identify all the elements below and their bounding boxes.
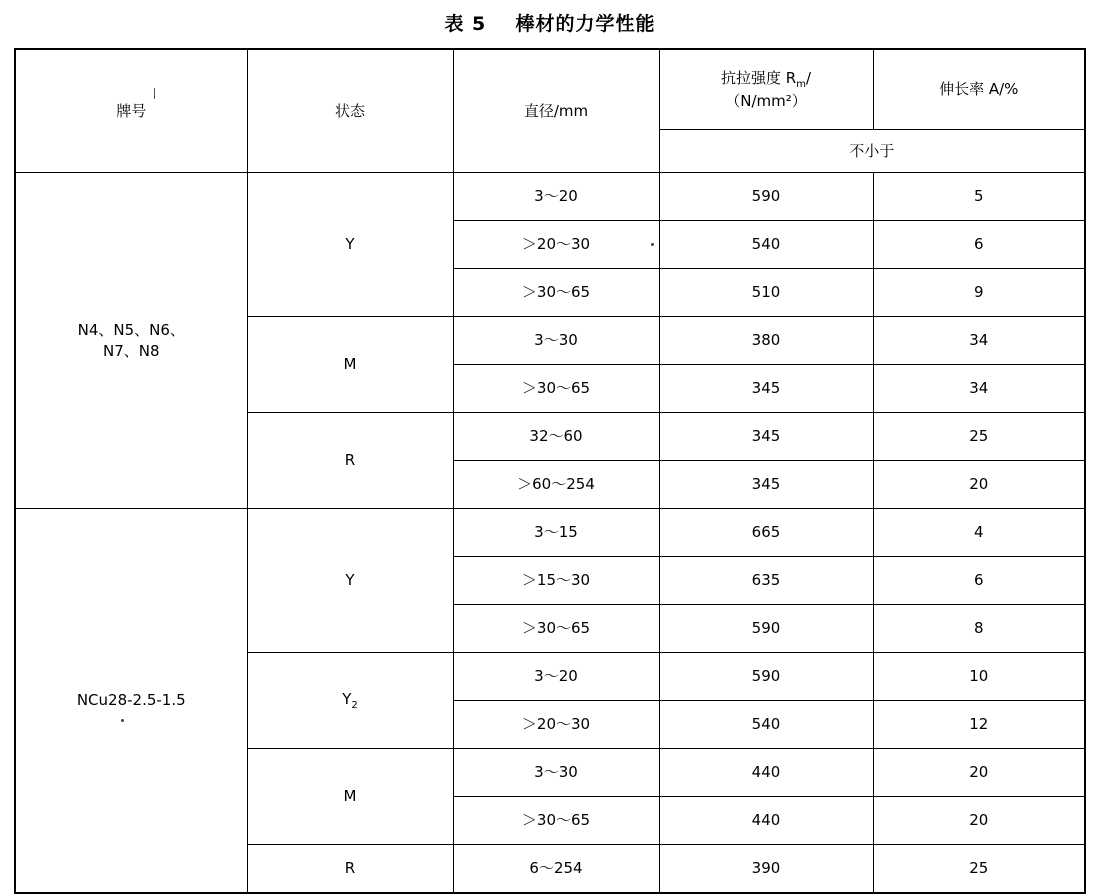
tensile-value: 440	[659, 797, 873, 845]
diameter-value: 32～60	[453, 413, 659, 461]
elongation-value: 25	[873, 845, 1085, 894]
elongation-value: 34	[873, 317, 1085, 365]
diameter-value: ＞60～254	[453, 461, 659, 509]
state-cell-r: R	[247, 413, 453, 509]
diameter-value: ＞30～65	[453, 365, 659, 413]
tensile-value: 345	[659, 365, 873, 413]
elongation-value: 6	[873, 221, 1085, 269]
diameter-value: ＞15～30	[453, 557, 659, 605]
diameter-value: ＞30～65	[453, 797, 659, 845]
diameter-value: 3～30	[453, 317, 659, 365]
elongation-value: 10	[873, 653, 1085, 701]
elongation-value: 20	[873, 461, 1085, 509]
tensile-value: 590	[659, 173, 873, 221]
table-container	[0, 48, 1100, 894]
tensile-value: 590	[659, 653, 873, 701]
grade-line-2: N7、N8	[102, 341, 160, 360]
tensile-value: 510	[659, 269, 873, 317]
diameter-value: 3～30	[453, 749, 659, 797]
grade-cell-group-1	[15, 173, 247, 509]
diameter-value: 6～254	[453, 845, 659, 894]
state-cell-r: R	[247, 845, 453, 894]
elongation-value: 34	[873, 365, 1085, 413]
scan-artifact-dot	[651, 243, 654, 246]
grade-cell-group-2: NCu28-2.5-1.5	[15, 509, 247, 894]
scan-artifact-tick	[154, 88, 155, 99]
header-diameter: 直径/mm	[453, 49, 659, 173]
table-label: 表 5	[444, 13, 487, 35]
state-cell-y2	[247, 653, 453, 749]
diameter-value: ＞30～65	[453, 269, 659, 317]
state-cell-y: Y	[247, 173, 453, 317]
table-title-text: 棒材的力学性能	[515, 13, 656, 35]
elongation-value: 5	[873, 173, 1085, 221]
elongation-value: 12	[873, 701, 1085, 749]
diameter-value: ＞20～30	[453, 221, 659, 269]
diameter-value: 3～20	[453, 653, 659, 701]
tensile-value: 635	[659, 557, 873, 605]
header-state: 状态	[247, 49, 453, 173]
diameter-value: 3～15	[453, 509, 659, 557]
tensile-value: 590	[659, 605, 873, 653]
elongation-value: 9	[873, 269, 1085, 317]
header-elongation: 伸长率 A/%	[873, 49, 1085, 129]
elongation-value: 20	[873, 749, 1085, 797]
elongation-value: 20	[873, 797, 1085, 845]
tensile-value: 390	[659, 845, 873, 894]
diameter-value: ＞20～30	[453, 701, 659, 749]
mechanical-properties-table	[14, 48, 1086, 894]
elongation-value: 4	[873, 509, 1085, 557]
table-row	[15, 173, 1085, 221]
tensile-value: 345	[659, 413, 873, 461]
header-not-less-than: 不小于	[659, 129, 1085, 172]
tensile-value: 540	[659, 701, 873, 749]
state-cell-y: Y	[247, 509, 453, 653]
tensile-value: 380	[659, 317, 873, 365]
elongation-value: 8	[873, 605, 1085, 653]
state-label-base: Y	[342, 689, 352, 708]
grade-line-1: N4、N5、N6、	[77, 321, 185, 340]
state-cell-m: M	[247, 317, 453, 413]
table-caption	[0, 0, 1100, 48]
tensile-value: 440	[659, 749, 873, 797]
table-header-row	[15, 49, 1085, 129]
scan-artifact-dot	[121, 719, 124, 722]
state-label-subscript: 2	[351, 699, 358, 711]
tensile-value: 345	[659, 461, 873, 509]
diameter-value: 3～20	[453, 173, 659, 221]
header-tensile-slash: /	[805, 68, 811, 87]
header-tensile-label: 抗拉强度 R	[720, 68, 797, 87]
table-row	[15, 509, 1085, 557]
header-tensile-unit: （N/mm²）	[725, 92, 807, 111]
state-cell-m: M	[247, 749, 453, 845]
header-tensile-subscript: m	[796, 78, 806, 90]
elongation-value: 6	[873, 557, 1085, 605]
header-grade: 牌号	[15, 49, 247, 173]
tensile-value: 665	[659, 509, 873, 557]
diameter-value: ＞30～65	[453, 605, 659, 653]
header-tensile-strength	[659, 49, 873, 129]
tensile-value: 540	[659, 221, 873, 269]
elongation-value: 25	[873, 413, 1085, 461]
